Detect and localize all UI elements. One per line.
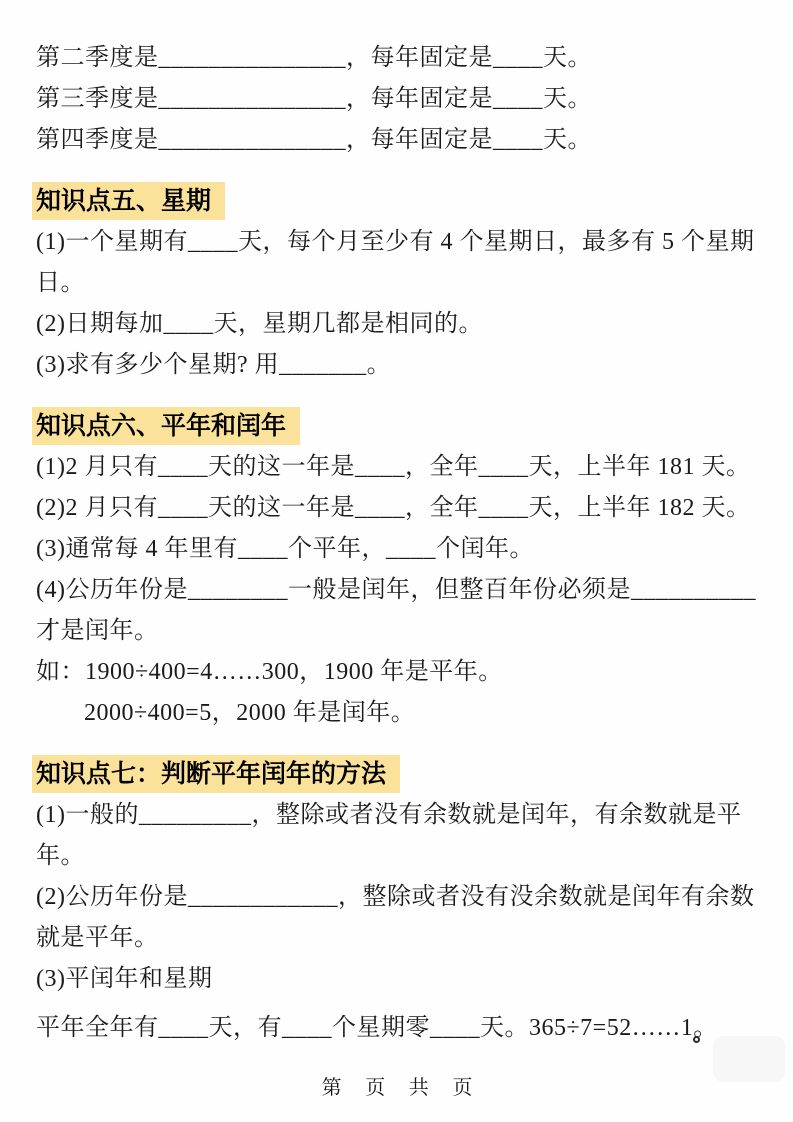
year-item4-line1: (4)公历年份是________一般是闰年，但整百年份必须是__________ (36, 577, 756, 603)
quarter-line-3: 第三季度是_______________，每年固定是____天。 (36, 86, 592, 112)
year-item1: (1)2 月只有____天的这一年是____，全年____天，上半年 181 天。 (36, 454, 751, 480)
section-title-method (36, 754, 767, 795)
method-item4: 平年全年有____天，有____个星期零____天。365÷7=52……1。 (36, 1015, 718, 1041)
section-title-method-highlight: 知识点七：判断平年闰年的方法 (32, 755, 400, 793)
watermark-dot (693, 1036, 700, 1043)
section-title-year (36, 406, 767, 447)
method-item1-line2: 年。 (36, 843, 85, 869)
section-title-year-highlight: 知识点六、平年和闰年 (32, 407, 300, 445)
year-example-line2: 2000÷400=5，2000 年是闰年。 (84, 700, 416, 726)
section-title-week-highlight: 知识点五、星期 (32, 182, 225, 220)
quarter-line-2: 第二季度是_______________，每年固定是____天。 (36, 45, 592, 71)
quarter-line-4: 第四季度是_______________，每年固定是____天。 (36, 127, 592, 153)
year-item3: (3)通常每 4 年里有____个平年，____个闰年。 (36, 536, 534, 562)
method-item2-line2: 就是平年。 (36, 925, 159, 951)
week-item2: (2)日期每加____天，星期几都是相同的。 (36, 311, 483, 337)
week-item1-line2: 日。 (36, 270, 85, 296)
method-item3: (3)平闰年和星期 (36, 966, 213, 992)
year-item4-line2: 才是闰年。 (36, 618, 159, 644)
method-item2-line1: (2)公历年份是____________，整除或者没有没余数就是闰年有余数 (36, 884, 755, 910)
page-footer: 第 页 共 页 (321, 1077, 482, 1099)
week-item3: (3)求有多少个星期? 用_______。 (36, 352, 392, 378)
year-example-line1: 如：1900÷400=4……300，1900 年是平年。 (36, 659, 503, 685)
method-item1-line1: (1)一般的_________，整除或者没有余数就是闰年，有余数就是平 (36, 802, 742, 828)
week-item1-line1: (1)一个星期有____天，每个月至少有 4 个星期日，最多有 5 个星期 (36, 229, 755, 255)
year-item2: (2)2 月只有____天的这一年是____，全年____天，上半年 182 天。 (36, 495, 751, 521)
watermark (713, 1036, 785, 1082)
section-title-week (36, 181, 767, 222)
